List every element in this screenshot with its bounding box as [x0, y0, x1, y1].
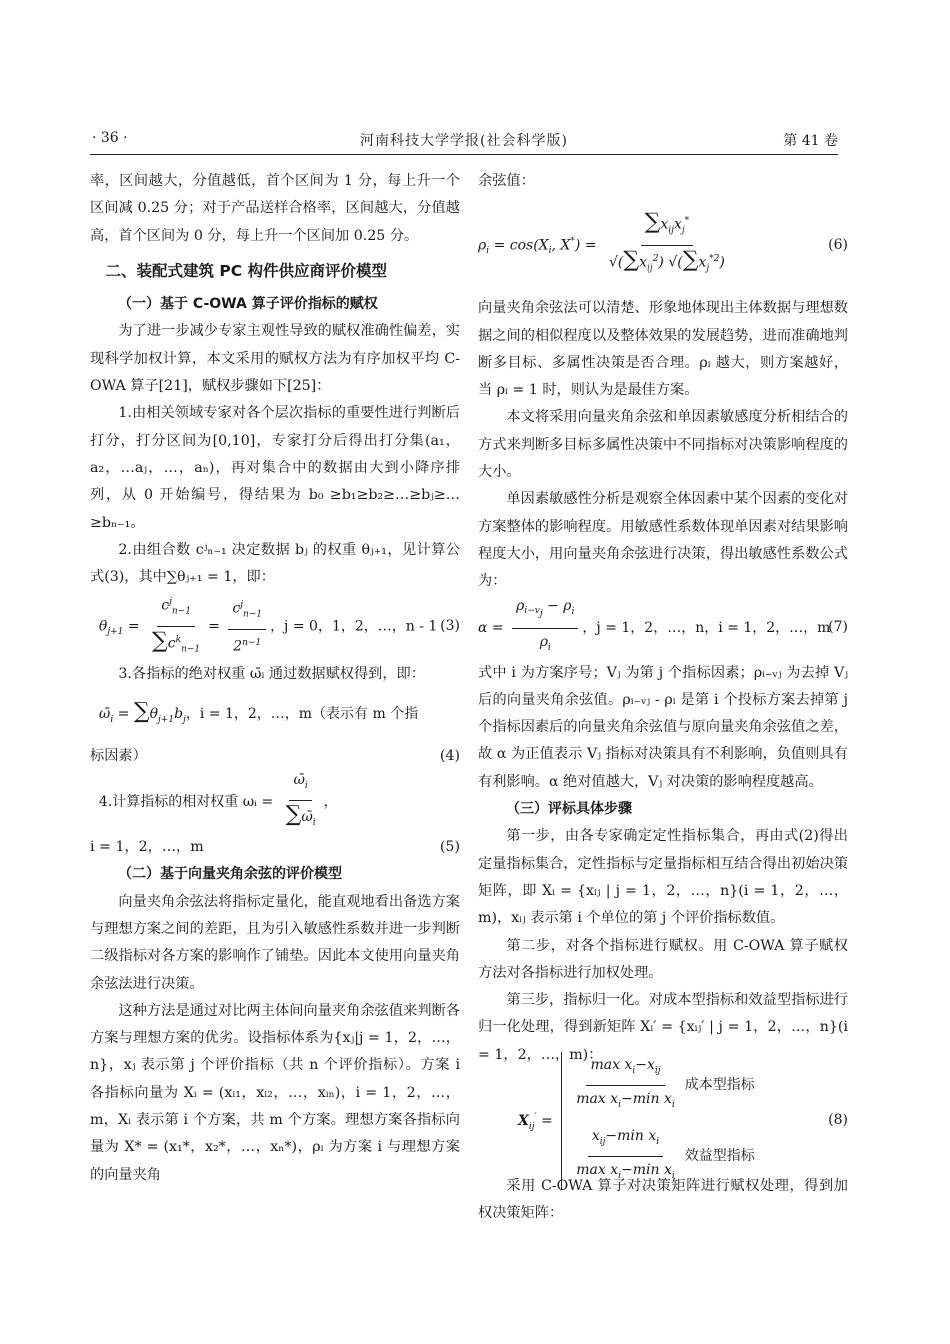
equation-6: $\rho_i = \cos(X_i$, X*) = $\frac{\sum x_{ij}x_j^*}{√(\sum x_{ij}^2) √(\sum x_j^{*2})}$ (6): [478, 209, 848, 274]
equation-text: 标因素）: [90, 747, 147, 764]
paragraph: 第三步，指标归一化。对成本型指标和效益型指标进行归一化处理，得到新矩阵 Xᵢ′ = {xᵢⱼ′ | j = 1，2，…，n}(i = 1，2，…，m)：: [478, 992, 848, 1063]
section-title: 二、装配式建筑 PC 构件供应商评价模型: [105, 261, 388, 280]
equation-number: (4): [439, 747, 460, 764]
page-number: · 36 ·: [92, 130, 128, 146]
volume-label: 第 41 卷: [783, 133, 838, 149]
equation-number: (3): [440, 617, 460, 634]
paragraph: 采用 C-OWA 算子对决策矩阵进行赋权处理，得到加权决策矩阵：: [478, 1178, 848, 1222]
equation-number: (6): [828, 236, 848, 253]
equation-5: 4.计算指标的相对权重 ωᵢ = $\frac{\omegā_i}{\sum\omegā_i}$ ，: [90, 774, 460, 830]
paragraph: 这种方法是通过对比两主体间向量夹角余弦值来判断各方案与理想方案的优劣。设指标体系为{xⱼ|j = 1，2，…，n}，xⱼ 表示第 j 个评价指标（共 n 个评价指标）。方案 i 各指标向量为 Xᵢ = (xᵢ₁，xᵢ₂，…，xᵢₙ)，i = 1，2，…，m，Xᵢ 表示第 i 个方案，共 m 个方案。理想方案各指标向量为 X* = (x₁*，x₂*，…，xₙ*)，ρᵢ 为方案 i 与理想方案的向量夹角: [90, 1002, 460, 1183]
equation-text: 成本型指标: [684, 1076, 755, 1093]
equation-7: α = $\frac{\rho_{i-v_j} - \rho_i}{\rho_i}$ ，j = 1，2，…，n，i = 1，2，…，m (7): [478, 600, 848, 656]
subsection-title: （三）评标具体步骤: [506, 801, 632, 818]
paragraph: 向量夹角余弦法可以清楚、形象地体现出主体数据与理想数据之间的相似程度以及整体效果的发展趋势，进而准确地判断多目标、多属性决策是否合理。ρᵢ 越大，则方案越好，当 ρᵢ = 1 时，则认为是最佳方案。: [478, 300, 848, 399]
paragraph: 第一步，由各专家确定定性指标集合，再由式(2)得出定量指标集合，定性指标与定量指标相互结合得出初始决策矩阵，即 Xᵢ = {xᵢⱼ | j = 1，2，…，n}(i = 1，2，…，m)，xᵢⱼ 表示第 i 个单位的第 j 个评价指标数值。: [478, 828, 848, 927]
equation-text: 4.计算指标的相对权重 ωᵢ =: [98, 794, 274, 811]
equation-text: i = 1，2，…，m: [90, 839, 204, 856]
equation-text: 效益型指标: [684, 1147, 755, 1164]
paragraph: 第二步，对各个指标进行赋权。用 C-OWA 算子赋权方法对各指标进行加权处理。: [478, 937, 848, 981]
paragraph: 为了进一步减少专家主观性导致的赋权准确性偏差，实现科学加权计算，本文采用的赋权方法为有序加权平均 C-OWA 算子[21]，赋权步骤如下[25]：: [90, 323, 460, 395]
equation-4: $\omegā_i = \sum\theta_{j+1}b_j$，i = 1，2，…，m（表示有 m 个指: [90, 698, 419, 725]
equation-text: ，j = 0，1，2，…，n - 1: [270, 618, 438, 635]
equation-number: (5): [439, 839, 460, 856]
subsection-title: （二）基于向量夹角余弦的评价模型: [118, 866, 342, 883]
equation-text: ，i = 1，2，…，m（表示有 m 个指: [185, 705, 419, 722]
right-column: [478, 168, 848, 1228]
journal-title: 河南科技大学学报(社会科学版): [360, 133, 568, 149]
equation-8: $X_{ij}'$ = $\frac{\max x_i-x_{ij}}{\max x_i-\min x_i}$ 成本型指标 $\frac{x_{ij}-\min x_i}{\max x_i-\min x_i}$ 效益型指标 (8): [478, 1073, 848, 1169]
paragraph: 2.由组合数 cʲₙ₋₁ 决定数据 bⱼ 的权重 θⱼ₊₁，见计算公式(3)，其中∑θⱼ₊₁ = 1，即：: [90, 541, 460, 586]
paragraph: 式中 i 为方案序号；Vⱼ 为第 j 个指标因素；ρᵢ₋ᵥⱼ 为去掉 Vⱼ 后的向量夹角余弦值。ρᵢ₋ᵥⱼ - ρᵢ 是第 i 个投标方案去掉第 j 个指标因素后的向量夹角余弦值与原向量夹角余弦值之差，故 α 为正值表示 Vⱼ 指标对决策具有不利影响，负值则具有有利影响。α 绝对值越大，Vⱼ 对决策的影响程度越高。: [478, 664, 848, 790]
paragraph: 3.各指标的绝对权重 ω̄ᵢ 通过数据赋权得到，即：: [118, 666, 425, 683]
subsection-title: （一）基于 C-OWA 算子评价指标的赋权: [118, 296, 378, 313]
page-header: [90, 128, 838, 155]
paragraph: 本文将采用向量夹角余弦和单因素敏感度分析相结合的方式来判断多目标多属性决策中不同指标对决策影响程度的大小。: [478, 409, 848, 481]
left-column: [90, 168, 460, 1189]
paragraph: 单因素敏感性分析是观察全体因素中某个因素的变化对方案整体的影响程度。用敏感性系数体现单因素对结果影响程度大小，用向量夹角余弦进行决策，得出敏感性系数公式为：: [478, 491, 848, 590]
equation-text: ，j = 1，2，…，n，i = 1，2，…，m: [582, 619, 831, 636]
equation-number: (7): [828, 618, 848, 635]
equation-3: $\theta_{j+1}$ = $\frac{c^j_{n-1}}{\sum c^k_{n-1}}$ = $\frac{c^j_{n-1}}{2^{n-1}}$ ，j = 0，1，2，…，n - 1 (3): [90, 595, 460, 657]
equation-number: (8): [828, 1112, 848, 1129]
paragraph: 1.由相关领域专家对各个层次指标的重要性进行判断后打分，打分区间为[0,10]，专家打分后得出打分集(a₁，a₂，…aⱼ，…，aₙ)，再对集合中的数据由大到小降序排列，从 0 开始编号，得结果为 b₀ ≥b₁≥b₂≥…≥bⱼ≥…≥bₙ₋₁。: [90, 405, 460, 531]
paragraph: 余弦值：: [478, 173, 535, 189]
paragraph: 率，区间越大，分值越低，首个区间为 1 分，每上升一个区间减 0.25 分；对于产品送样合格率，区间越大，分值越高，首个区间为 0 分，每上升一个区间加 0.25 分。: [90, 173, 460, 244]
paragraph: 向量夹角余弦法将指标定量化，能直观地看出备选方案与理想方案之间的差距，且为引入敏感性系数并进一步判断二级指标对各方案的影响作了铺垫。因此本文使用向量夹角余弦法进行决策。: [90, 893, 460, 992]
